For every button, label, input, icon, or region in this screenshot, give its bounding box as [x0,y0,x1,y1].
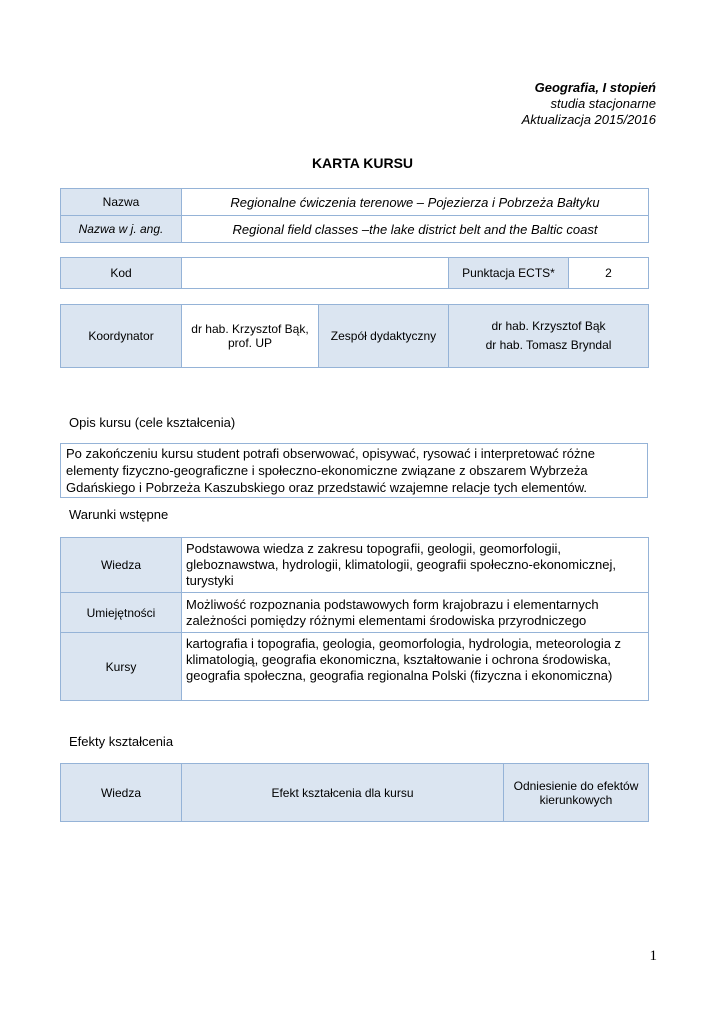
kod-label: Kod [61,258,182,289]
efekty-table [60,763,649,822]
ects-value: 2 [569,258,649,289]
umiejetnosci-label: Umiejętności [61,593,182,633]
header-program: Geografia, I stopień [534,80,656,95]
zespol-member: dr hab. Krzysztof Bąk [491,319,606,333]
zespol-label: Zespół dydaktyczny [319,305,449,368]
kursy-label: Kursy [61,633,182,701]
nazwa-label: Nazwa [61,189,182,216]
zespol-member: dr hab. Tomasz Bryndal [485,338,612,352]
code-table [60,257,649,289]
page-title: KARTA KURSU [311,155,414,171]
nazwa-value: Regionalne ćwiczenia terenowe – Pojezierza i Pobrzeża Bałtyku [182,189,649,216]
efekty-col-odniesienie: Odniesienie do efektów kierunkowych [504,764,649,822]
warunki-heading: Warunki wstępne [69,507,169,522]
nazwa-ang-value: Regional field classes –the lake district belt and the Baltic coast [182,216,649,243]
zespol-value [449,305,649,368]
koordynator-value: dr hab. Krzysztof Bąk, prof. UP [182,305,319,368]
umiejetnosci-value: Możliwość rozpoznania podstawowych form krajobrazu i elementarnych zależności pomiędzy różnymi elementami środowiska przyrodniczego [182,593,649,633]
coordinator-table [60,304,649,368]
page-number: 1 [649,948,657,964]
wiedza-label: Wiedza [61,538,182,593]
opis-heading: Opis kursu (cele kształcenia) [69,415,236,430]
nazwa-ang-label: Nazwa w j. ang. [61,216,182,243]
kod-value [182,258,449,289]
kursy-value: kartografia i topografia, geologia, geomorfologia, hydrologia, meteorologia z klimatologią, geografia ekonomiczna, kształtowanie i ochrona środowiska, geografia społeczna, geografia regionalna Polski (fizyczna i ekonomiczna) [182,633,649,701]
names-table [60,188,649,243]
header-mode: studia stacjonarne [550,96,656,111]
koordynator-label: Koordynator [61,305,182,368]
efekty-col-wiedza: Wiedza [61,764,182,822]
opis-text: Po zakończeniu kursu student potrafi obserwować, opisywać, rysować i interpretować różne elementy fizyczno-geograficzne i społeczno-ekonomiczne związane z obszarem Wybrzeża Gdańskiego i Pobrzeża Kaszubskiego oraz przedstawić wzajemne relacje tych elementów. [60,443,648,498]
efekty-heading: Efekty kształcenia [69,734,174,749]
wiedza-value: Podstawowa wiedza z zakresu topografii, geologii, geomorfologii, gleboznawstwa, hydrologii, klimatologii, geografii społeczno-ekonomicznej, turystyki [182,538,649,593]
efekty-col-efekt: Efekt kształcenia dla kursu [182,764,504,822]
ects-label: Punktacja ECTS* [449,258,569,289]
warunki-table [60,537,649,701]
header-update: Aktualizacja 2015/2016 [521,112,656,127]
